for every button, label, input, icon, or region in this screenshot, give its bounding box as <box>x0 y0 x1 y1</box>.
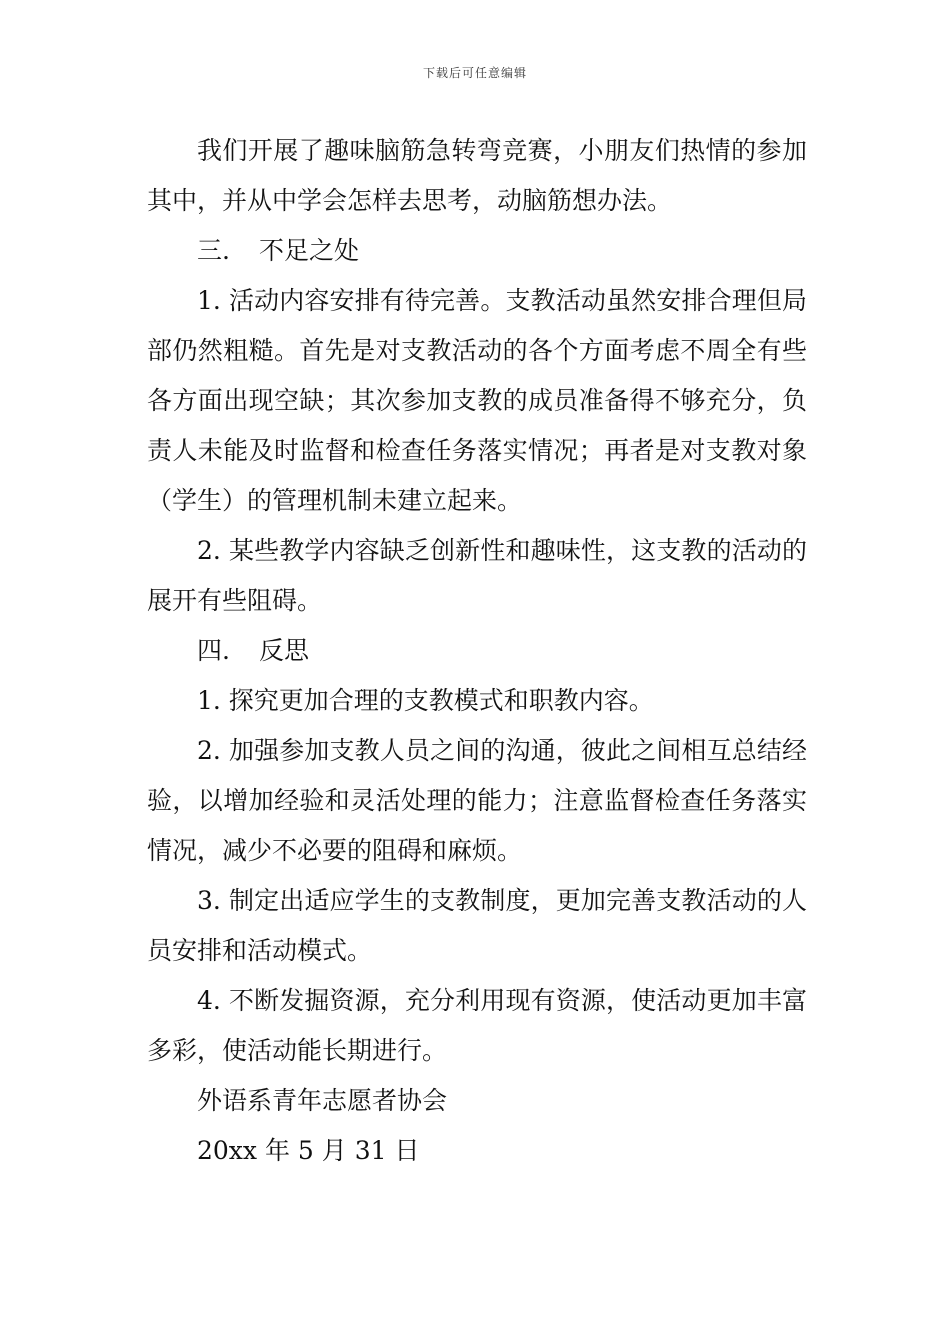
signature-date: 20xx 年 5 月 31 日 <box>197 1136 420 1165</box>
paragraph-activity-competition: 我们开展了趣味脑筋急转弯竞赛，小朋友们热情的参加其中，并从中学会怎样去思考，动脑筋想办法。 <box>147 136 807 215</box>
paragraph-reflection-3: 3. 制定出适应学生的支教制度，更加完善支教活动的人员安排和活动模式。 <box>147 886 807 965</box>
section-title: 不足之处 <box>259 236 360 265</box>
header-note: 下载后可任意编辑 <box>422 66 527 80</box>
section-heading-reflection <box>147 626 807 676</box>
paragraph-shortcoming-2: 2. 某些教学内容缺乏创新性和趣味性，这支教的活动的展开有些阻碍。 <box>147 536 807 615</box>
section-title: 反思 <box>259 636 310 665</box>
section-number: 三. <box>197 236 230 265</box>
paragraph-reflection-1: 1. 探究更加合理的支教模式和职教内容。 <box>197 686 654 715</box>
paragraph-reflection-4: 4. 不断发掘资源，充分利用现有资源，使活动更加丰富多彩，使活动能长期进行。 <box>147 986 807 1065</box>
paragraph-reflection-2: 2. 加强参加支教人员之间的沟通，彼此之间相互总结经验，以增加经验和灵活处理的能力；注意监督检查任务落实情况，减少不必要的阻碍和麻烦。 <box>147 736 807 865</box>
paragraph-shortcoming-1: 1. 活动内容安排有待完善。支教活动虽然安排合理但局部仍然粗糙。首先是对支教活动的各个方面考虑不周全有些各方面出现空缺；其次参加支教的成员准备得不够充分，负责人未能及时监督和检查任务落实情况；再者是对支教对象（学生）的管理机制未建立起来。 <box>147 286 807 515</box>
section-number: 四. <box>197 636 230 665</box>
signature-organization: 外语系青年志愿者协会 <box>197 1086 448 1115</box>
document-body <box>147 126 807 1176</box>
section-heading-shortcomings <box>147 226 807 276</box>
